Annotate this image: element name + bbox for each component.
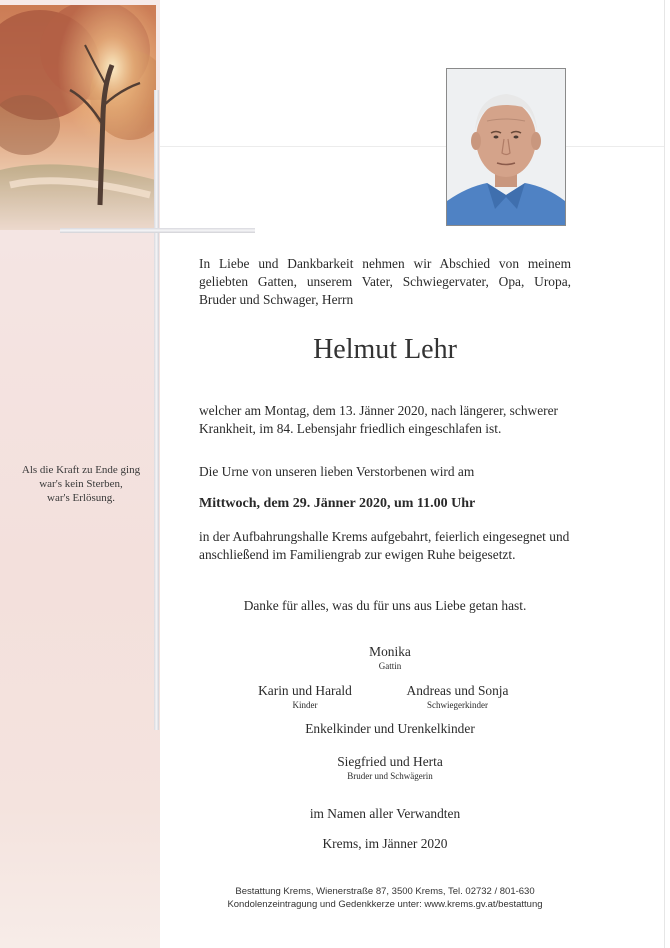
mourner-children <box>240 682 370 711</box>
mourner-role: Kinder <box>292 700 318 710</box>
portrait-photo <box>446 68 566 226</box>
mourner-siblings <box>310 753 470 782</box>
funeral-date: Mittwoch, dem 29. Jänner 2020, um 11.00 Uhr <box>199 496 476 511</box>
mourner-name: Monika <box>369 644 411 659</box>
mourner-role: Gattin <box>378 661 402 671</box>
ceremony-text: in der Aufbahrungshalle Krems aufgebahrt, feierlich eingesegnet und anschließend im Familiengrab zur ewigen Ruhe beigesetzt. <box>199 529 570 562</box>
mourner-role: Bruder und Schwägerin <box>347 771 433 781</box>
footer-condolence: Kondolenzeintragung und Gedenkkerze unter: www.krems.gv.at/bestattung <box>227 899 543 910</box>
on-behalf-text: im Namen aller Verwandten <box>309 806 461 821</box>
mourner-role: Schwiegerkinder <box>427 700 488 710</box>
passing-text: welcher am Montag, dem 13. Jänner 2020, nach längerer, schwerer Krankheit, im 84. Lebensjahr friedlich eingeschlafen ist. <box>199 403 559 436</box>
quote-line-2: war's kein Sterben, <box>39 478 123 490</box>
memorial-quote <box>6 463 156 505</box>
mourner-name: Siegfried und Herta <box>337 754 443 769</box>
cross-horizontal-bar <box>60 228 255 233</box>
mourner-spouse <box>335 643 445 672</box>
quote-line-1: Als die Kraft zu Ende ging <box>21 464 141 476</box>
funeral-home-footer <box>160 885 610 911</box>
urn-text: Die Urne von unseren lieben Verstorbenen wird am <box>199 464 475 479</box>
intro-text: In Liebe und Dankbarkeit nehmen wir Abschied von meinem geliebten Gatten, unserem Vater, Schwiegervater, Opa, Uropa, Bruder und Schwager, Herrn <box>199 256 571 307</box>
mourner-grandchildren <box>290 720 490 737</box>
quote-line-3: war's Erlösung. <box>47 492 115 504</box>
mourner-in-laws <box>390 682 525 711</box>
footer-address: Bestattung Krems, Wienerstraße 87, 3500 Krems, Tel. 02732 / 801-630 <box>235 886 535 897</box>
page-edge <box>664 0 665 948</box>
place-date: Krems, im Jänner 2020 <box>322 836 448 851</box>
deceased-name: Helmut Lehr <box>313 334 457 365</box>
autumn-tree-image <box>0 5 156 230</box>
divider-line <box>160 146 665 147</box>
thanks-text: Danke für alles, was du für uns aus Liebe getan hast. <box>243 598 527 613</box>
mourner-name: Karin und Harald <box>258 683 352 698</box>
cross-vertical-bar <box>154 90 159 730</box>
mourner-name: Enkelkinder und Urenkelkinder <box>305 721 475 736</box>
mourner-name: Andreas und Sonja <box>406 683 509 698</box>
